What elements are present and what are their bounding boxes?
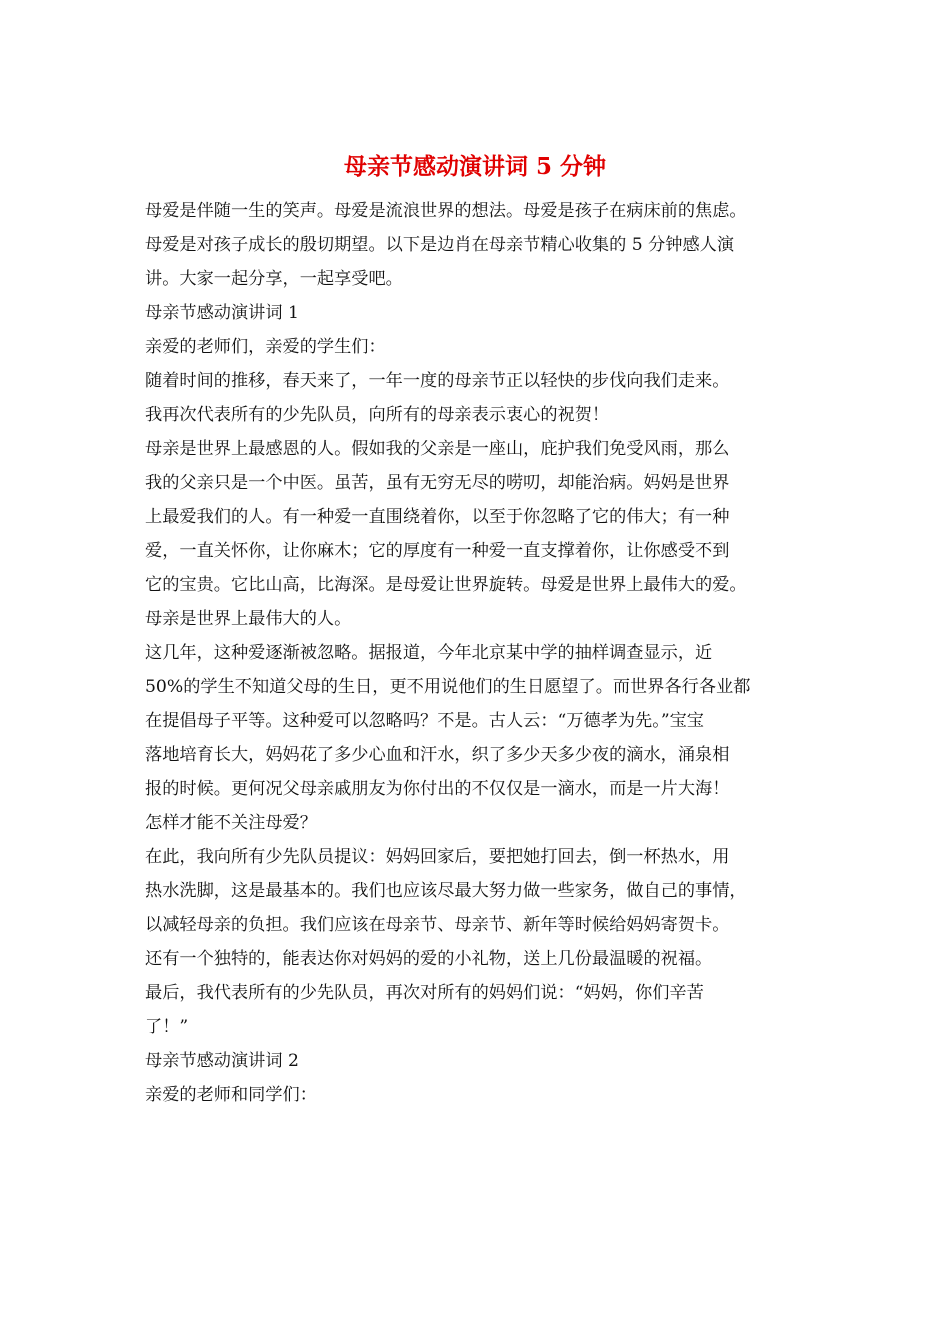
text-line: 它的宝贵。它比山高，比海深。是母爱让世界旋转。母爱是世界上最伟大的爱。 — [145, 575, 747, 595]
document-title: 母亲节感动演讲词 5 分钟 — [343, 153, 607, 180]
text-line: 热水洗脚，这是最基本的。我们也应该尽最大努力做一些家务，做自己的事情， — [145, 881, 747, 901]
text-line: 还有一个独特的，能表达你对妈妈的爱的小礼物，送上几份最温暖的祝福。 — [145, 949, 713, 969]
text-line: 母亲是世界上最感恩的人。假如我的父亲是一座山，庇护我们免受风雨，那么 — [145, 439, 730, 459]
text-line: 报的时候。更何况父母亲戚朋友为你付出的不仅仅是一滴水，而是一片大海！ — [145, 779, 730, 799]
salutation: 亲爱的老师和同学们： — [145, 1085, 317, 1105]
text-line: 母亲是世界上最伟大的人。 — [145, 609, 352, 629]
section-heading-2: 母亲节感动演讲词 2 — [145, 1051, 299, 1071]
text-line: 以减轻母亲的负担。我们应该在母亲节、母亲节、新年等时候给妈妈寄贺卡。 — [145, 915, 730, 935]
text-line: 50%的学生不知道父母的生日，更不用说他们的生日愿望了。而世界各行各业都 — [145, 677, 751, 697]
salutation: 亲爱的老师们，亲爱的学生们： — [145, 337, 386, 357]
text-line: 我再次代表所有的少先队员，向所有的母亲表示衷心的祝贺！ — [145, 405, 610, 425]
text-line: 最后，我代表所有的少先队员，再次对所有的妈妈们说：“妈妈，你们辛苦 — [145, 983, 704, 1003]
document-body — [145, 194, 810, 1112]
text-line: 讲。大家一起分享，一起享受吧。 — [145, 269, 403, 289]
text-line: 上最爱我们的人。有一种爱一直围绕着你，以至于你忽略了它的伟大；有一种 — [145, 507, 730, 527]
text-line: 怎样才能不关注母爱？ — [145, 813, 317, 833]
text-line: 在提倡母子平等。这种爱可以忽略吗？不是。古人云：“万德孝为先。”宝宝 — [145, 711, 704, 731]
text-line: 了！” — [145, 1017, 189, 1037]
section-heading-1: 母亲节感动演讲词 1 — [145, 303, 299, 323]
text-line: 母爱是对孩子成长的殷切期望。以下是边肖在母亲节精心收集的 5 分钟感人演 — [145, 235, 735, 255]
text-line: 这几年，这种爱逐渐被忽略。据报道，今年北京某中学的抽样调查显示，近 — [145, 643, 713, 663]
text-line: 随着时间的推移，春天来了，一年一度的母亲节正以轻快的步伐向我们走来。 — [145, 371, 730, 391]
text-line: 落地培育长大，妈妈花了多少心血和汗水，织了多少天多少夜的滴水，涌泉相 — [145, 745, 730, 765]
text-line: 我的父亲只是一个中医。虽苦，虽有无穷无尽的唠叨，却能治病。妈妈是世界 — [145, 473, 730, 493]
text-line: 在此，我向所有少先队员提议：妈妈回家后，要把她打回去，倒一杯热水，用 — [145, 847, 730, 867]
text-line: 母爱是伴随一生的笑声。母爱是流浪世界的想法。母爱是孩子在病床前的焦虑。 — [145, 201, 747, 221]
text-line: 爱，一直关怀你，让你麻木；它的厚度有一种爱一直支撑着你，让你感受不到 — [145, 541, 730, 561]
